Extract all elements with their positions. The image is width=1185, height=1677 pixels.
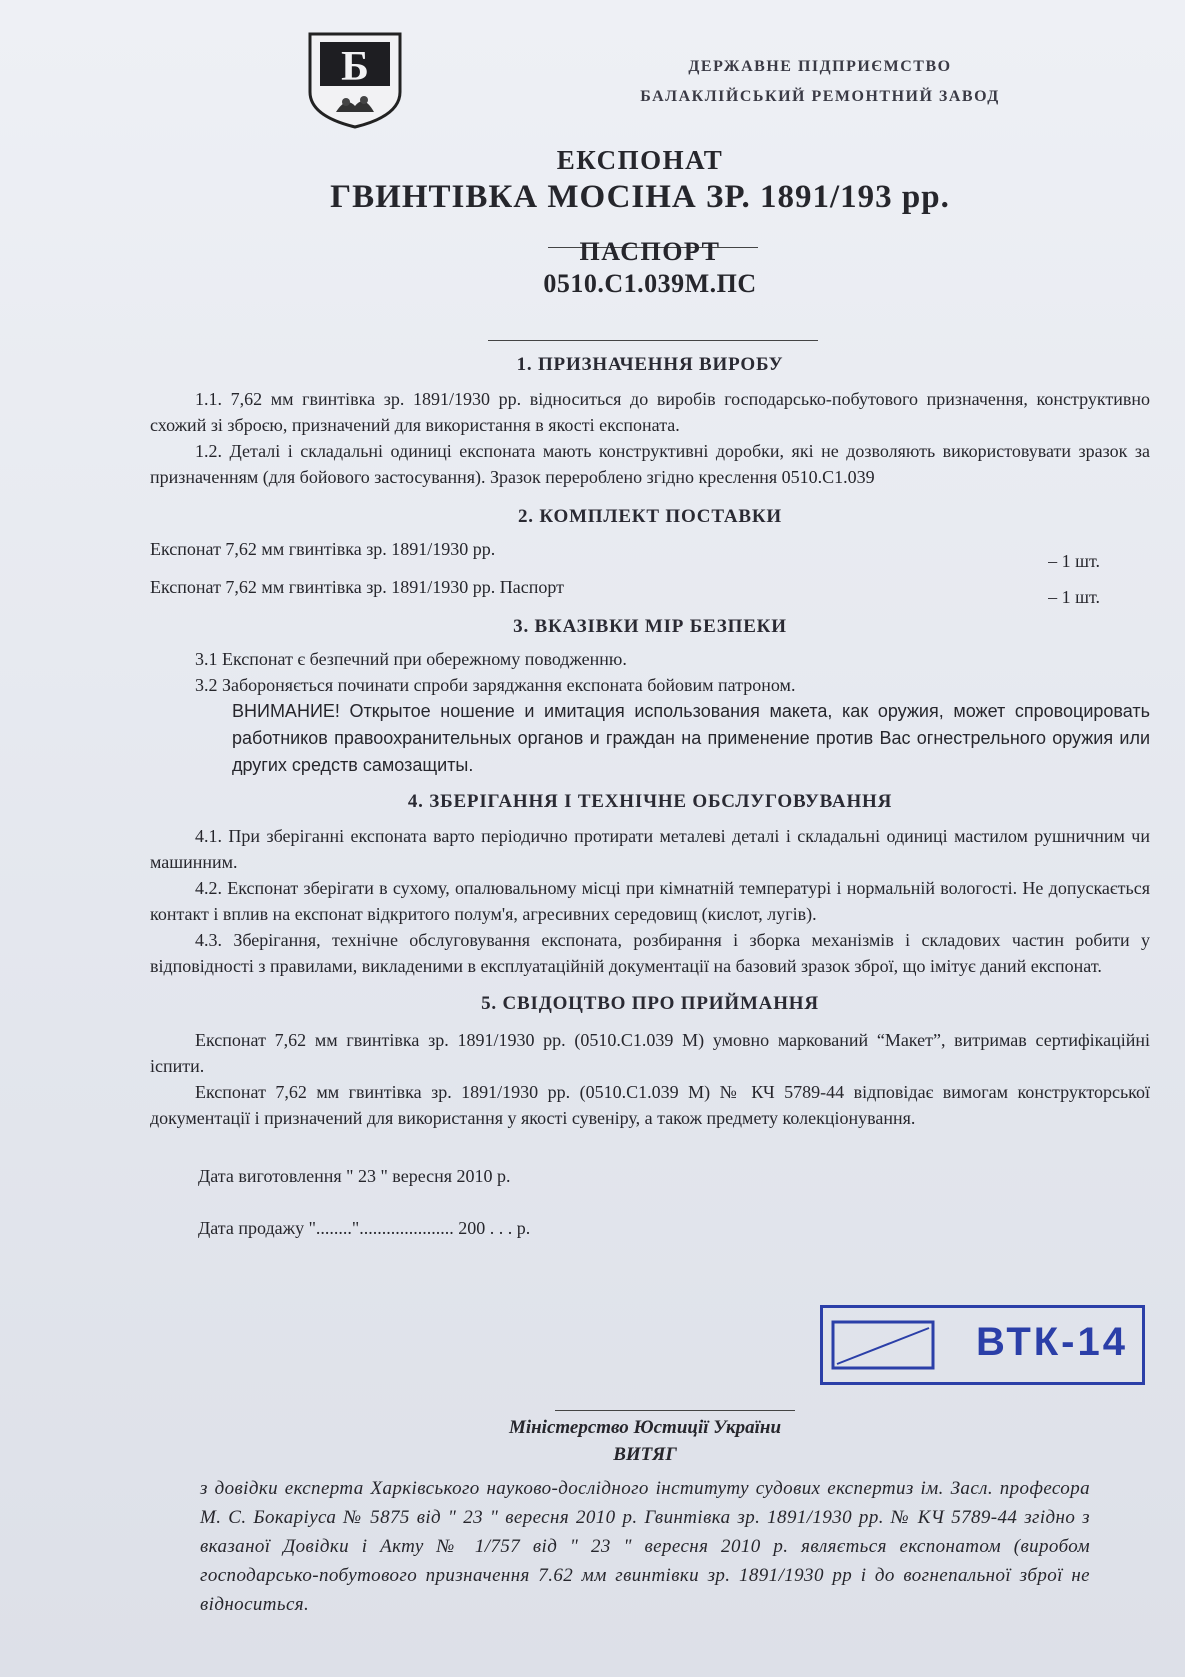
expert-extract <box>200 1414 1090 1619</box>
section-5-paragraph-2: Експонат 7,62 мм гвинтівка зр. 1891/1930 рр. (0510.С1.039 М) № КЧ 5789-44 відповідає вимогам конструкторської документації і призначений для використання у якості сувеніру, а також предмету колекціонування. <box>150 1082 1150 1128</box>
section-4-paragraph-1: 4.1. При зберіганні експоната варто періодично протирати металеві деталі і складальні одиниці мастилом рушничним чи машинним. <box>150 826 1150 872</box>
delivery-item-2-name: Експонат 7,62 мм гвинтівка зр. 1891/1930 рр. Паспорт <box>150 577 565 597</box>
delivery-item-1-name: Експонат 7,62 мм гвинтівка зр. 1891/1930 рр. <box>150 539 496 559</box>
delivery-item-1 <box>150 536 1150 574</box>
quality-control-stamp <box>820 1305 1145 1385</box>
section-1-title: 1. ПРИЗНАЧЕННЯ ВИРОБУ <box>516 354 784 375</box>
passport-block <box>390 236 910 300</box>
organization-name <box>600 52 1040 112</box>
section-4-paragraph-3: 4.3. Зберігання, технічне обслуговування експоната, розбирання і зборка механізмів і складових частин робити у відповідності з правилами, викладеними в експлуатаційній документації на базовий зразок зброї, що імітує даний експонат. <box>150 930 1150 976</box>
logo-letter: Б <box>341 44 369 90</box>
stamp-mark-icon <box>829 1316 939 1374</box>
org-line-1: ДЕРЖАВНЕ ПІДПРИЄМСТВО <box>688 58 952 75</box>
passport-label: ПАСПОРТ <box>579 237 721 266</box>
dates-block <box>150 1163 1150 1241</box>
safety-item-1: 3.1 Експонат є безпечний при обережному поводженню. <box>195 649 627 669</box>
org-line-2: БАЛАКЛІЙСЬКИЙ РЕМОНТНИЙ ЗАВОД <box>640 88 1000 105</box>
divider <box>555 1410 795 1411</box>
delivery-item-2 <box>150 574 1150 610</box>
section-2-title: 2. КОМПЛЕКТ ПОСТАВКИ <box>517 506 782 527</box>
section-1-paragraph-2: 1.2. Деталі і складальні одиниці експоната мають конструктивні доробки, які не дозволяють використовувати зразок за призначенням (для бойового застосування). Зразок перероблено згідно креслення 0510.С1.039 <box>150 441 1150 487</box>
section-5-paragraph-1: Експонат 7,62 мм гвинтівка зр. 1891/1930 рр. (0510.С1.039 М) умовно маркований “Макет”, витримав сертифікаційні іспити. <box>150 1030 1150 1076</box>
safety-warning: ВНИМАНИЕ! Открытое ношение и имитация использования макета, как оружия, может спровоцировать работников правоохранительных органов и граждан на применение против Вас огнестрельного оружия или других средств самозащиты. <box>232 701 1150 775</box>
extract-ministry: Міністерство Юстиції України <box>508 1417 782 1438</box>
factory-logo-icon <box>306 30 404 130</box>
divider <box>488 340 818 341</box>
stamp-text: ВТК-14 <box>975 1320 1128 1364</box>
title-line-1: ЕКСПОНАТ <box>556 145 724 175</box>
section-4-paragraph-2: 4.2. Експонат зберігати в сухому, опалювальному місці при кімнатній температурі і нормальній вологості. Не допускається контакт і вплив на експонат відкритого полум'я, агресивних середовищ (кислот, лугів). <box>150 878 1150 924</box>
section-3-title: 3. ВКАЗІВКИ МІР БЕЗПЕКИ <box>513 616 787 637</box>
extract-body: з довідки експерта Харківського науково-дослідного інституту судових експертиз ім. Засл. професора М. С. Бокаріуса № 5875 від " 23 " вересня 2010 р. Гвинтівка зр. 1891/1930 рр. № КЧ 5789-44 згідно з вказаної Довідки і Акту № 1/757 від " 23 " вересня 2010 р. являється експонатом (виробом господарсько-побутового призначення 7.62 мм гвинтівки зр. 1891/1930 рр і до вогнепальної зброї не відноситься. <box>200 1478 1090 1615</box>
section-1-paragraph-1: 1.1. 7,62 мм гвинтівка зр. 1891/1930 рр. відноситься до виробів господарсько-побутового призначення, конструктивно схожий зі зброєю, призначений для використання в якості експоната. <box>150 389 1150 435</box>
manufacture-date: Дата виготовлення " 23 " вересня 2010 р. <box>198 1166 511 1186</box>
section-5-title: 5. СВІДОЦТВО ПРО ПРИЙМАННЯ <box>481 993 819 1014</box>
safety-item-2: 3.2 Забороняється починати спроби заряджання експоната бойовим патроном. <box>195 675 796 695</box>
delivery-item-2-qty: – 1 шт. <box>1048 587 1100 607</box>
section-4-title: 4. ЗБЕРІГАННЯ І ТЕХНІЧНЕ ОБСЛУГОВУВАННЯ <box>407 791 893 812</box>
sale-date: Дата продажу "........"..................... 200 . . . р. <box>198 1218 531 1238</box>
title-block <box>300 143 980 217</box>
passport-code: 0510.С1.039М.ПС <box>543 269 757 298</box>
document-body <box>150 352 1150 1241</box>
title-line-2: ГВИНТІВКА МОСІНА ЗР. 1891/193 рр. <box>330 179 950 215</box>
extract-title: ВИТЯГ <box>613 1444 677 1465</box>
delivery-item-1-qty: – 1 шт. <box>1048 551 1100 571</box>
